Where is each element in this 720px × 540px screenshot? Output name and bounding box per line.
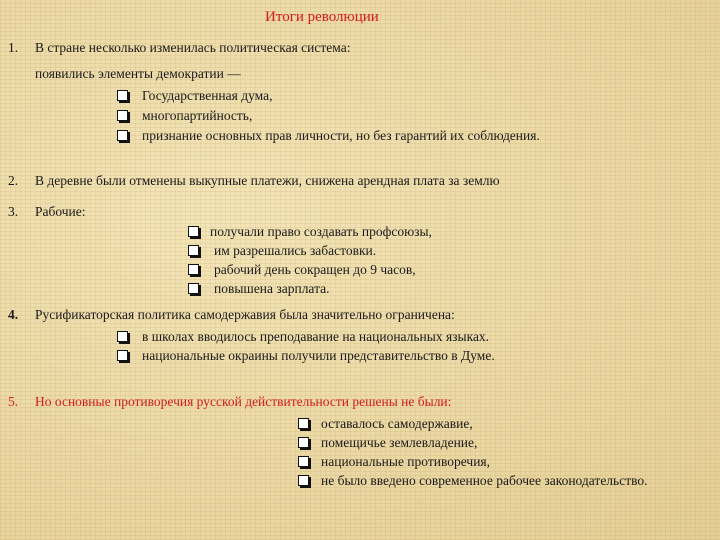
section-1-number: 1.: [8, 40, 19, 55]
checkbox-icon: [117, 350, 128, 361]
list-item-emphasis: [214, 262, 416, 278]
checkbox-icon: [298, 475, 309, 486]
list-item: национальные противоречия,: [321, 454, 491, 469]
checkbox-icon: [298, 418, 309, 429]
checkbox-icon: [117, 130, 128, 141]
section-2-text-a: В деревне: [35, 173, 96, 188]
section-2-number: 2.: [8, 173, 19, 188]
list-item-suffix: ,: [412, 262, 416, 277]
list-item: не было введено современное рабочее законодательство.: [321, 473, 648, 488]
list-item: им разрешались забастовки.: [214, 243, 377, 258]
list-item: повышена зарплата.: [214, 281, 330, 296]
checkbox-icon: [117, 110, 128, 121]
checkbox-icon: [117, 90, 128, 101]
section-4-number: 4.: [8, 307, 19, 322]
checkbox-icon: [117, 331, 128, 342]
checkbox-icon: [188, 226, 199, 237]
section-5-text: Но основные противоречия русской действительности решены не были:: [35, 394, 452, 409]
section-3-number: 3.: [8, 204, 19, 219]
list-item: национальные окраины получили представительство в Думе.: [142, 348, 495, 363]
section-4-text: Русификаторская политика самодержавия была значительно ограничена:: [35, 307, 455, 322]
checkbox-icon: [188, 283, 199, 294]
checkbox-icon: [188, 245, 199, 256]
checkbox-icon: [298, 456, 309, 467]
section-1-subtext: появились элементы демократии —: [35, 66, 241, 81]
list-item-text: рабочий день сокращен до 9 часов: [214, 262, 413, 277]
section-1-text: В стране несколько изменилась политическая система:: [35, 40, 351, 55]
section-2-text-emphasis: были отменены выкупные платежи: [95, 173, 299, 188]
list-item: помещичье землевладение,: [321, 435, 478, 450]
section-3-text: Рабочие:: [35, 204, 86, 219]
section-5-number: 5.: [8, 394, 19, 409]
page-title: Итоги революции: [265, 9, 379, 25]
list-item: получали право создавать профсоюзы,: [210, 224, 432, 239]
section-2-text: [35, 173, 500, 189]
list-item: признание основных прав личности, но без гарантий их соблюдения.: [142, 128, 540, 143]
list-item: в школах вводилось преподавание на национальных языках.: [142, 329, 490, 344]
section-2-text-c: , снижена арендная плата за землю: [298, 173, 500, 188]
list-item: оставалось самодержавие,: [321, 416, 473, 431]
checkbox-icon: [298, 437, 309, 448]
list-item: многопартийность,: [142, 108, 253, 123]
list-item: Государственная дума,: [142, 88, 273, 103]
checkbox-icon: [188, 264, 199, 275]
